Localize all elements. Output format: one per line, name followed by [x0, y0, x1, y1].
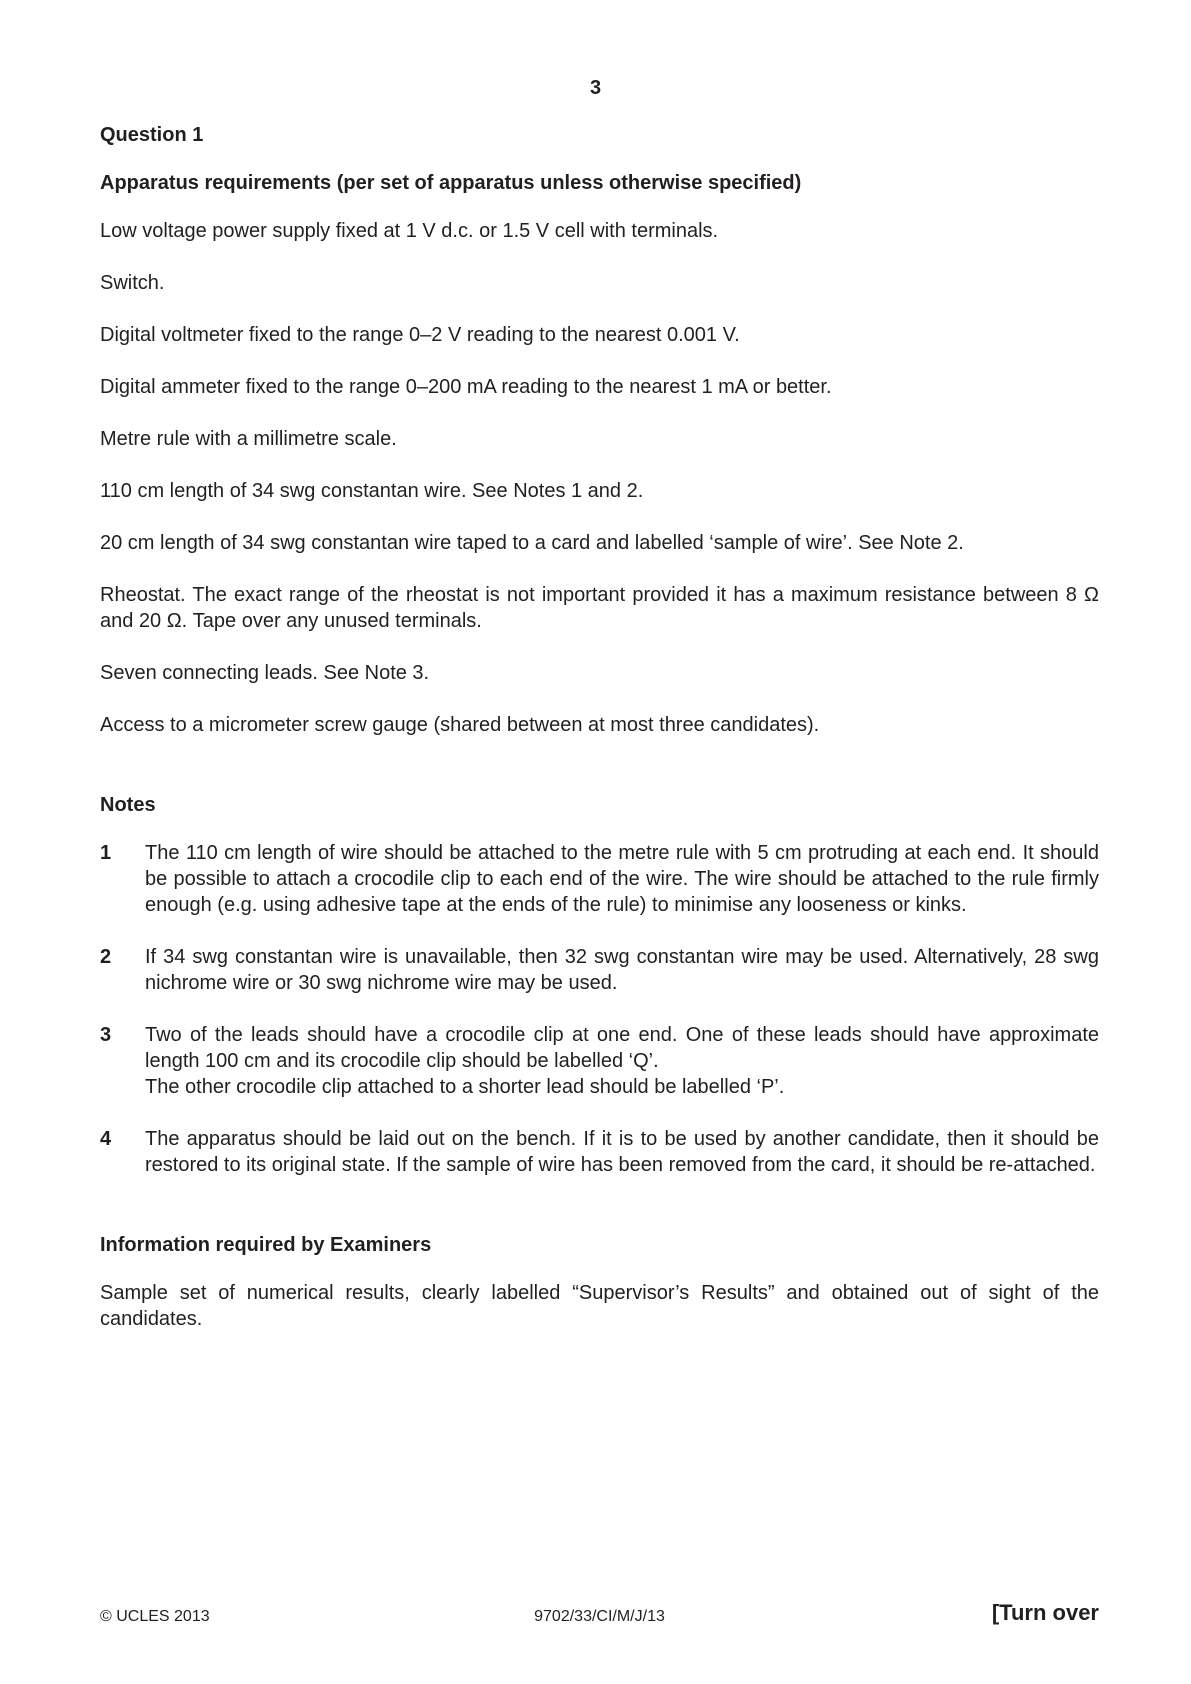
apparatus-item: Seven connecting leads. See Note 3.	[100, 662, 430, 684]
information-heading: Information required by Examiners	[100, 1234, 432, 1256]
note-item	[100, 1022, 1099, 1100]
question-title: Question 1	[100, 124, 204, 146]
note-paragraph: If 34 swg constantan wire is unavailable, then 32 swg constantan wire may be used. Alternatively, 28 swg nichrome wire or 30 swg nichrome wire may be used.	[145, 946, 1099, 994]
note-text	[145, 840, 1099, 918]
apparatus-item: Metre rule with a millimetre scale.	[100, 428, 397, 450]
apparatus-item: 110 cm length of 34 swg constantan wire. See Notes 1 and 2.	[100, 480, 644, 502]
note-item	[100, 840, 1099, 918]
page-footer	[100, 1600, 1099, 1630]
note-item	[100, 1126, 1099, 1178]
note-text	[145, 1022, 1099, 1100]
note-paragraph-second: The other crocodile clip attached to a shorter lead should be labelled ‘P’.	[145, 1076, 785, 1098]
note-number: 1	[100, 842, 112, 864]
note-number: 3	[100, 1024, 112, 1046]
footer-copyright: © UCLES 2013	[100, 1608, 210, 1625]
apparatus-item: Low voltage power supply fixed at 1 V d.c. or 1.5 V cell with terminals.	[100, 220, 719, 242]
note-number: 2	[100, 946, 112, 968]
note-paragraph: Two of the leads should have a crocodile clip at one end. One of these leads should have approximate length 100 cm and its crocodile clip should be labelled ‘Q’.	[145, 1024, 1099, 1072]
apparatus-item: 20 cm length of 34 swg constantan wire taped to a card and labelled ‘sample of wire’. See Note 2.	[100, 532, 964, 554]
document-body	[100, 122, 1099, 1358]
footer-turn-over: [Turn over	[991, 1600, 1099, 1625]
note-text	[145, 944, 1099, 996]
note-number: 4	[100, 1128, 112, 1150]
information-text: Sample set of numerical results, clearly labelled “Supervisor’s Results” and obtained out of sight of the candidates.	[100, 1282, 1099, 1330]
apparatus-item: Rheostat. The exact range of the rheostat is not important provided it has a maximum resistance between 8 Ω and 20 Ω. Tape over any unused terminals.	[100, 584, 1099, 632]
apparatus-heading: Apparatus requirements (per set of apparatus unless otherwise specified)	[100, 172, 802, 194]
page-number: 3	[589, 77, 602, 99]
footer-document-code: 9702/33/CI/M/J/13	[534, 1608, 665, 1625]
notes-heading: Notes	[100, 794, 156, 816]
apparatus-item: Digital ammeter fixed to the range 0–200 mA reading to the nearest 1 mA or better.	[100, 376, 832, 398]
apparatus-item: Access to a micrometer screw gauge (shared between at most three candidates).	[100, 714, 820, 736]
apparatus-item: Switch.	[100, 272, 165, 294]
note-text	[145, 1126, 1099, 1178]
note-paragraph: The 110 cm length of wire should be attached to the metre rule with 5 cm protruding at each end. It should be possible to attach a crocodile clip to each end of the wire. The wire should be attached to the rule firmly enough (e.g. using adhesive tape at the ends of the rule) to minimise any looseness or kinks.	[145, 842, 1099, 916]
apparatus-list	[100, 218, 1099, 738]
apparatus-item: Digital voltmeter fixed to the range 0–2 V reading to the nearest 0.001 V.	[100, 324, 740, 346]
note-item	[100, 944, 1099, 996]
note-paragraph: The apparatus should be laid out on the bench. If it is to be used by another candidate, then it should be restored to its original state. If the sample of wire has been removed from the card, it should be re-attached.	[145, 1128, 1099, 1176]
